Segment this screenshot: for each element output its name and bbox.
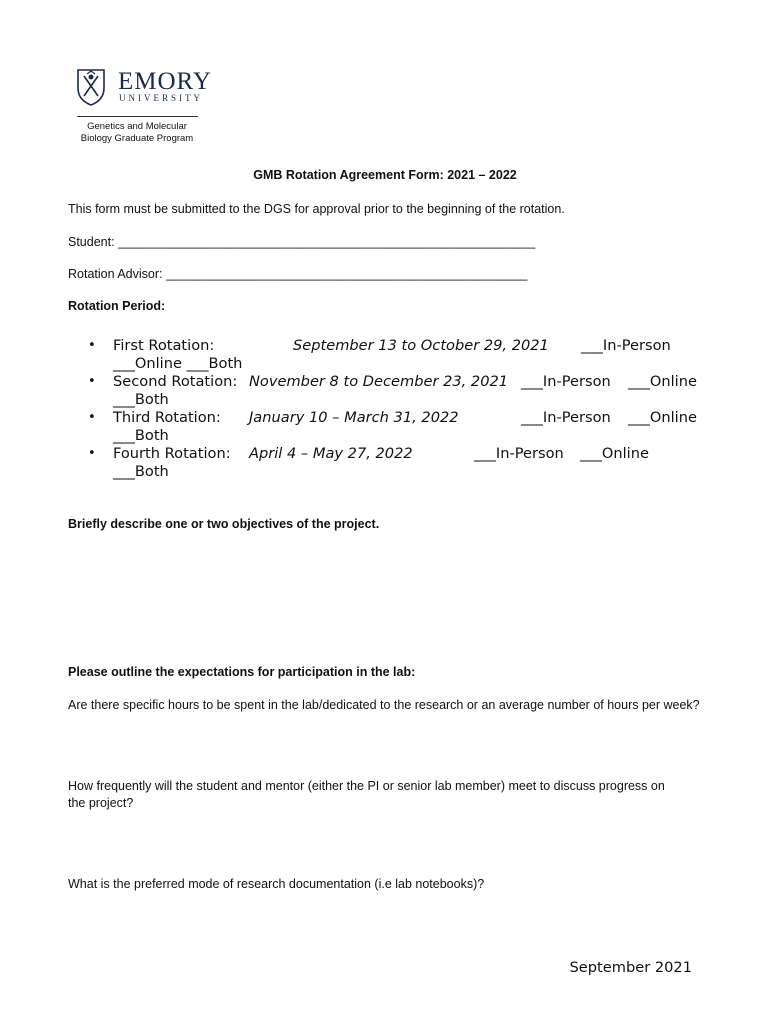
bullet: •: [88, 374, 96, 389]
rotation-period-heading: Rotation Period:: [68, 299, 166, 313]
rotation-label: Fourth Rotation:: [113, 445, 231, 462]
rotation-label: Third Rotation:: [113, 409, 221, 426]
rotation-dates: September 13 to October 29, 2021: [293, 337, 549, 354]
rotation-label: First Rotation:: [113, 337, 215, 354]
rotation-label: Second Rotation:: [113, 373, 238, 390]
online-option[interactable]: ___Online: [580, 445, 649, 462]
both-option[interactable]: ___Both: [113, 427, 169, 444]
rotation-item-first: [68, 337, 718, 373]
intro-text: This form must be submitted to the DGS for approval prior to the beginning of the rotation.: [68, 202, 565, 216]
rotation-dates: April 4 – May 27, 2022: [249, 445, 413, 462]
both-option[interactable]: ___Both: [186, 355, 243, 372]
question-documentation: What is the preferred mode of research documentation (i.e lab notebooks)?: [68, 877, 485, 891]
logo-program-line2: Biology Graduate Program: [80, 133, 194, 144]
in-person-option[interactable]: ___In-Person: [521, 409, 611, 426]
rotation-item-third: [68, 409, 718, 445]
expectations-heading: Please outline the expectations for participation in the lab:: [68, 665, 416, 679]
form-title: GMB Rotation Agreement Form: 2021 – 2022: [253, 168, 517, 182]
question-meeting: How frequently will the student and mentor (either the PI or senior lab member) meet to discuss progress on the project?: [68, 779, 665, 810]
in-person-option[interactable]: ___In-Person: [581, 337, 671, 354]
emory-logo: [76, 68, 212, 148]
rotation-item-fourth: [68, 445, 718, 481]
objectives-heading: Briefly describe one or two objectives of the project.: [68, 517, 380, 531]
logo-program: [76, 121, 198, 145]
rotation-dates: January 10 – March 31, 2022: [249, 409, 459, 426]
online-option[interactable]: ___Online: [628, 409, 697, 426]
rotation-item-second: [68, 373, 718, 409]
in-person-option[interactable]: ___In-Person: [474, 445, 564, 462]
online-option[interactable]: ___Online: [113, 355, 182, 372]
logo-wordmark: EMORY: [118, 68, 212, 95]
both-option[interactable]: ___Both: [113, 463, 169, 480]
question-hours: Are there specific hours to be spent in the lab/dedicated to the research or an average number of hours per week?: [68, 698, 700, 712]
bullet: •: [88, 446, 96, 461]
advisor-field[interactable]: Rotation Advisor: ____________________________________________________: [68, 267, 528, 281]
rotation-dates: November 8 to December 23, 2021: [249, 373, 509, 390]
logo-university: UNIVERSITY: [119, 93, 203, 103]
bullet: •: [88, 410, 96, 425]
in-person-option[interactable]: ___In-Person: [521, 373, 611, 390]
online-option[interactable]: ___Online: [628, 373, 697, 390]
student-field[interactable]: Student: ____________________________________________________________: [68, 235, 536, 249]
logo-divider: [77, 116, 198, 117]
rotation-list: [68, 337, 718, 481]
bullet: •: [88, 338, 96, 353]
both-option[interactable]: ___Both: [113, 391, 169, 408]
footer-date: September 2021: [569, 959, 692, 976]
logo-program-line1: Genetics and Molecular: [87, 121, 187, 132]
emory-shield-icon: [76, 68, 106, 106]
